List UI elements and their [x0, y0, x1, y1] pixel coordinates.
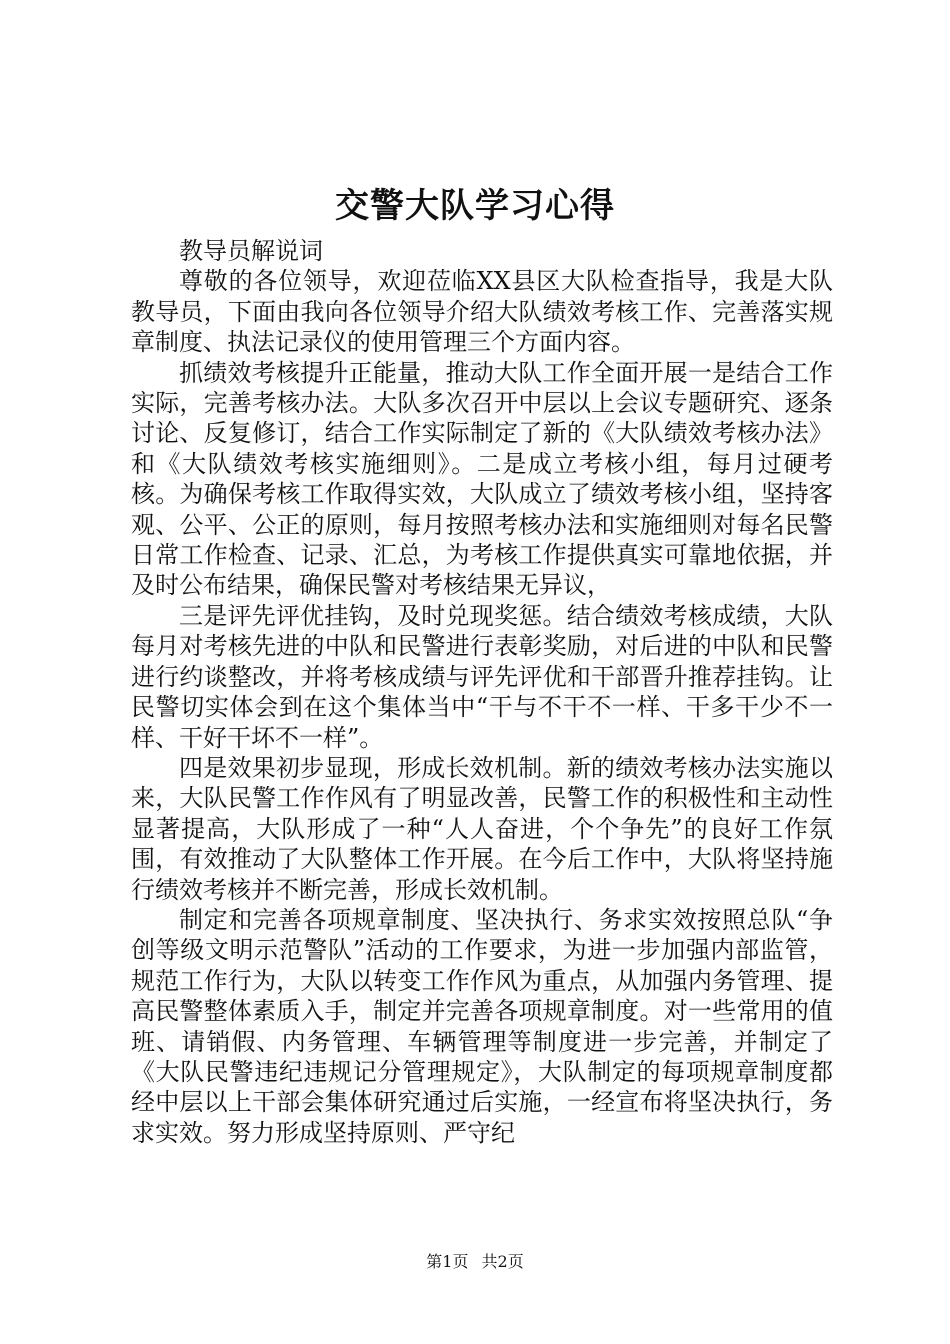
paragraph: 抓绩效考核提升正能量，推动大队工作全面开展一是结合工作实际，完善考核办法。大队多次召开中层以上会议专题研究、逐条讨论、反复修订，结合工作实际制定了新的《大队绩效考核办法》和《大队绩效考核实施细则》。二是成立考核小组，每月过硬考核。为确保考核工作取得实效，大队成立了绩效考核小组，坚持客观、公平、公正的原则，每月按照考核办法和实施细则对每名民警日常工作检查、记录、汇总，为考核工作提供真实可靠地依据，并及时公布结果，确保民警对考核结果无异议， — [131, 358, 833, 600]
paragraph: 制定和完善各项规章制度、坚决执行、务求实效按照总队“争创等级文明示范警队”活动的工作要求，为进一步加强内部监管，规范工作行为，大队以转变工作作风为重点，从加强内务管理、提高民警整体素质入手，制定并完善各项规章制度。对一些常用的值班、请销假、内务管理、车辆管理等制度进一步完善，并制定了《大队民警违纪违规记分管理规定》，大队制定的每项规章制度都经中层以上干部会集体研究通过后实施，一经宣布将坚决执行，务求实效。努力形成坚持原则、严守纪 — [131, 905, 833, 1147]
paragraph: 四是效果初步显现，形成长效机制。新的绩效考核办法实施以来，大队民警工作作风有了明显改善，民警工作的积极性和主动性显著提高，大队形成了一种“人人奋进，个个争先”的良好工作氛围，有效推动了大队整体工作开展。在今后工作中，大队将坚持施行绩效考核并不断完善，形成长效机制。 — [131, 753, 833, 904]
paragraph: 三是评先评优挂钩，及时兑现奖惩。结合绩效考核成绩，大队每月对考核先进的中队和民警进行表彰奖励，对后进的中队和民警进行约谈整改，并将考核成绩与评先评优和干部晋升推荐挂钩。让民警切实体会到在这个集体当中“干与不干不一样、干多干少不一样、干好干坏不一样”。 — [131, 601, 833, 752]
paragraph-heading: 教导员解说词 — [179, 237, 323, 265]
page-total: 共2页 — [481, 1252, 524, 1271]
page-footer — [0, 1251, 950, 1273]
document-title: 交警大队学习心得 — [335, 186, 615, 226]
paragraph: 尊敬的各位领导，欢迎莅临XX县区大队检查指导，我是大队教导员，下面由我向各位领导介绍大队绩效考核工作、完善落实规章制度、执法记录仪的使用管理三个方面内容。 — [131, 267, 833, 357]
document-body — [131, 236, 833, 1148]
page-number: 第1页 — [426, 1252, 469, 1271]
